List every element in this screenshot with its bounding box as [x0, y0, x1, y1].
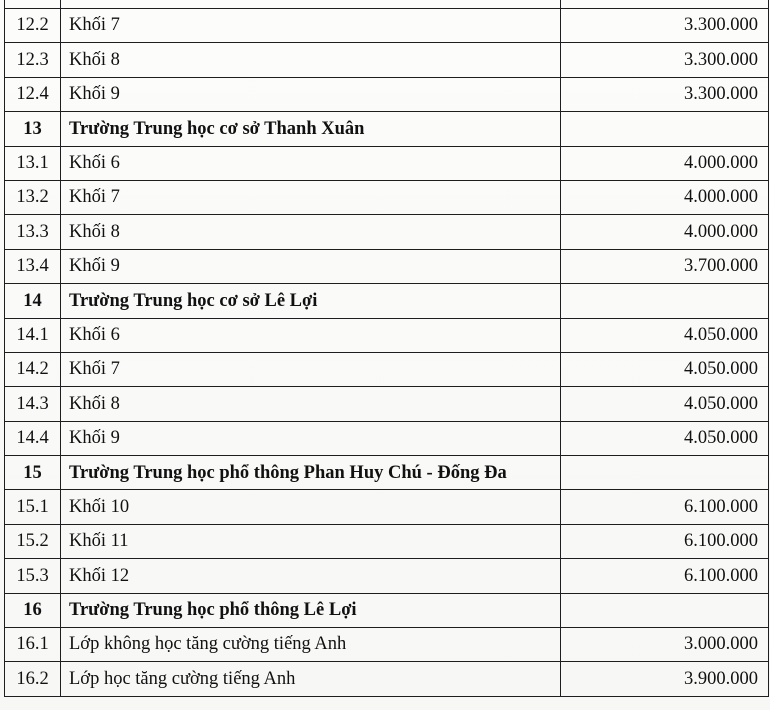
table-body	[5, 0, 769, 696]
row-name-cell	[61, 0, 561, 9]
table-row	[5, 524, 769, 558]
row-number-cell: 15	[5, 456, 61, 490]
row-value-cell: 6.100.000	[561, 490, 769, 524]
row-number-cell: 13.2	[5, 180, 61, 214]
row-number-cell: 12.3	[5, 43, 61, 77]
row-name-cell: Trường Trung học phổ thông Lê Lợi	[61, 593, 561, 627]
row-value-cell: 4.000.000	[561, 215, 769, 249]
row-number-cell: 13.1	[5, 146, 61, 180]
row-name-cell: Khối 7	[61, 180, 561, 214]
row-number-cell: 14	[5, 284, 61, 318]
row-name-cell: Khối 8	[61, 215, 561, 249]
table-row	[5, 421, 769, 455]
row-value-cell	[561, 0, 769, 9]
table-row	[5, 180, 769, 214]
table-row	[5, 387, 769, 421]
tuition-table	[4, 0, 769, 697]
row-name-cell: Khối 7	[61, 9, 561, 43]
row-value-cell: 3.300.000	[561, 9, 769, 43]
table-row	[5, 249, 769, 283]
table-row	[5, 662, 769, 696]
row-number-cell: 16	[5, 593, 61, 627]
row-value-cell	[561, 456, 769, 490]
table-row	[5, 490, 769, 524]
row-value-cell: 3.000.000	[561, 628, 769, 662]
row-number-cell: 16.2	[5, 662, 61, 696]
table-row	[5, 318, 769, 352]
row-name-cell: Khối 11	[61, 524, 561, 558]
row-name-cell: Trường Trung học phổ thông Phan Huy Chú - Đống Đa	[61, 456, 561, 490]
row-name-cell: Trường Trung học cơ sở Thanh Xuân	[61, 112, 561, 146]
row-name-cell: Khối 6	[61, 146, 561, 180]
row-name-cell: Lớp không học tăng cường tiếng Anh	[61, 628, 561, 662]
table-row	[5, 146, 769, 180]
school-group-row	[5, 593, 769, 627]
row-value-cell: 3.700.000	[561, 249, 769, 283]
row-number-cell: 14.1	[5, 318, 61, 352]
row-value-cell: 4.050.000	[561, 421, 769, 455]
table-row	[5, 0, 769, 9]
row-number-cell: 14.2	[5, 352, 61, 386]
row-value-cell	[561, 112, 769, 146]
table-row	[5, 352, 769, 386]
row-name-cell: Lớp học tăng cường tiếng Anh	[61, 662, 561, 696]
row-value-cell	[561, 284, 769, 318]
row-name-cell: Khối 7	[61, 352, 561, 386]
row-name-cell: Khối 8	[61, 387, 561, 421]
row-number-cell: 15.3	[5, 559, 61, 593]
row-number-cell: 16.1	[5, 628, 61, 662]
row-number-cell: 15.1	[5, 490, 61, 524]
row-number-cell: 14.4	[5, 421, 61, 455]
row-name-cell: Khối 8	[61, 43, 561, 77]
row-name-cell: Khối 9	[61, 77, 561, 111]
table-row	[5, 9, 769, 43]
school-group-row	[5, 284, 769, 318]
row-number-cell	[5, 0, 61, 9]
row-value-cell: 6.100.000	[561, 524, 769, 558]
row-name-cell: Khối 12	[61, 559, 561, 593]
row-name-cell: Khối 9	[61, 421, 561, 455]
row-number-cell: 12.4	[5, 77, 61, 111]
row-value-cell: 3.300.000	[561, 77, 769, 111]
row-name-cell: Khối 6	[61, 318, 561, 352]
row-name-cell: Trường Trung học cơ sở Lê Lợi	[61, 284, 561, 318]
row-number-cell: 15.2	[5, 524, 61, 558]
table-row	[5, 43, 769, 77]
table-row	[5, 77, 769, 111]
table-row	[5, 628, 769, 662]
row-value-cell: 4.000.000	[561, 180, 769, 214]
table-row	[5, 215, 769, 249]
row-name-cell: Khối 10	[61, 490, 561, 524]
row-value-cell: 3.900.000	[561, 662, 769, 696]
school-group-row	[5, 112, 769, 146]
row-number-cell: 13.3	[5, 215, 61, 249]
row-number-cell: 13	[5, 112, 61, 146]
row-number-cell: 14.3	[5, 387, 61, 421]
row-value-cell: 4.050.000	[561, 352, 769, 386]
row-value-cell: 6.100.000	[561, 559, 769, 593]
row-value-cell: 4.050.000	[561, 318, 769, 352]
row-value-cell: 4.000.000	[561, 146, 769, 180]
school-group-row	[5, 456, 769, 490]
row-number-cell: 13.4	[5, 249, 61, 283]
row-number-cell: 12.2	[5, 9, 61, 43]
row-value-cell	[561, 593, 769, 627]
table-row	[5, 559, 769, 593]
row-value-cell: 3.300.000	[561, 43, 769, 77]
row-value-cell: 4.050.000	[561, 387, 769, 421]
row-name-cell: Khối 9	[61, 249, 561, 283]
